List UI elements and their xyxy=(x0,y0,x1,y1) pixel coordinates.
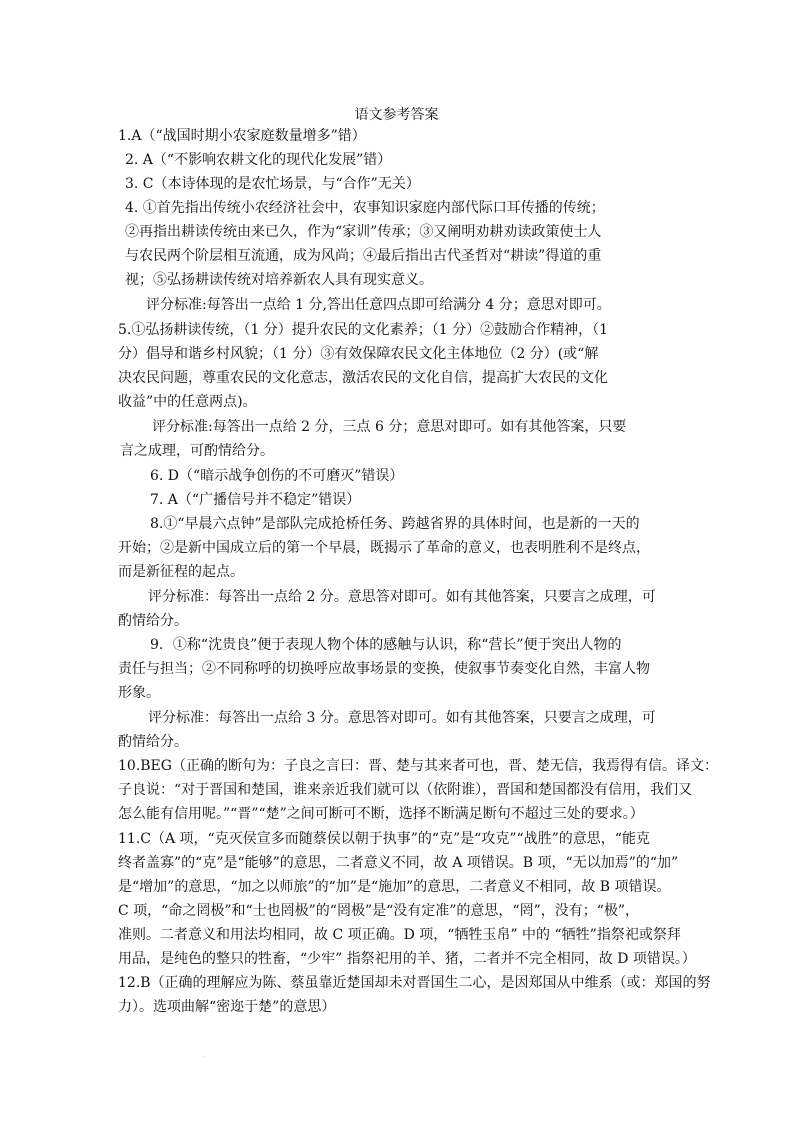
answer-line: 怎么能有信用呢。”“晋”“楚”之间可断可不断，选择不断满足断句不超过三处的要求。） xyxy=(118,806,644,822)
answer-line: 形象。 xyxy=(118,685,160,701)
answer-line: 子良说：“对于晋国和楚国，谁来亲近我们就可以（依附谁），晋国和楚国都没有信用，我们又 xyxy=(118,782,693,798)
answer-line: 6. D（“暗示战争创伤的不可磨灭”错误） xyxy=(150,468,404,484)
answer-line: C 项，“命之罔极”和“士也罔极”的“罔极”是“没有定准”的意思，“罔”，没有；“极”， xyxy=(118,903,640,919)
scoring-note: 酌情给分。 xyxy=(118,613,188,629)
answer-line: 是“增加”的意思，“加之以师旅”的“加”是“施加”的意思，二者意义不相同，故 B 项错误。 xyxy=(118,879,671,895)
answer-line: 10.BEG（正确的断句为：子良之言曰：晋、楚与其来者可也，晋、楚无信，我焉得有信。译文： xyxy=(118,758,718,774)
answer-line: 11.C（A 项，“克灭侯宣多而随蔡侯以朝于执事”的“克”是“攻克”“战胜”的意思，“能克 xyxy=(118,831,650,847)
answer-line: 力）。选项曲解“密迩于楚”的意思） xyxy=(118,999,336,1015)
footer-mark: . xyxy=(203,1052,205,1059)
scoring-note: 评分标准:每答出一点给 2 分，三点 6 分；意思对即可。如有其他答案，只要 xyxy=(152,419,627,435)
answer-line: 2. A（“不影响农耕文化的现代化发展”错） xyxy=(125,152,392,168)
answer-line: 视；⑤弘扬耕读传统对培养新农人具有现实意义。 xyxy=(125,272,433,288)
scoring-note: 评分标准:每答出一点给 1 分,答出任意四点即可给满分 4 分；意思对即可。 xyxy=(146,297,611,313)
answer-line: 终者盖寡”的“克”是“能够”的意思，二者意义不同，故 A 项错误。B 项，“无以加焉”的“加” xyxy=(118,855,679,871)
answer-line: 3. C（本诗体现的是农忙场景，与“合作”无关） xyxy=(125,176,420,192)
answer-line: 1.A（“战国时期小农家庭数量增多”错） xyxy=(118,128,366,144)
scoring-note: 酌情给分。 xyxy=(118,734,188,750)
page-title: 语文参考答案 xyxy=(354,107,439,123)
scoring-note: 评分标准：每答出一点给 2 分。意思答对即可。如有其他答案，只要言之成理，可 xyxy=(148,589,656,605)
answer-line: 8.①“早晨六点钟”是部队完成抢桥任务、跨越省界的具体时间，也是新的一天的 xyxy=(150,516,640,532)
answer-line: 5.①弘扬耕读传统，（1 分）提升农民的文化素养；（1 分）②鼓励合作精神，（1 xyxy=(118,322,608,338)
answer-line: 收益”中的任意两点)。 xyxy=(118,394,257,410)
answer-line: 而是新征程的起点。 xyxy=(118,564,244,580)
answer-line: 分）倡导和谐乡村风貌；（1 分）③有效保障农民文化主体地位（2 分）(或“解 xyxy=(118,346,599,362)
answer-line: 决农民问题，尊重农民的文化意志，激活农民的文化自信，提高扩大农民的文化 xyxy=(118,370,608,386)
answer-line: 责任与担当；②不同称呼的切换呼应故事场景的变换，使叙事节奏变化自然，丰富人物 xyxy=(118,661,650,677)
answer-line: 9．①称“沈贵良”便于表现人物个体的感触与认识，称“营长”便于突出人物的 xyxy=(150,637,622,653)
answer-line: 4. ①首先指出传统小农经济社会中，农事知识家庭内部代际口耳传播的传统； xyxy=(125,200,605,216)
answer-line: 开始；②是新中国成立后的第一个早晨，既揭示了革命的意义，也表明胜利不是终点， xyxy=(118,540,650,556)
answer-line: 准则。二者意义和用法均相同，故 C 项正确。D 项，“牺牲玉帛” 中的 “牺牲”指祭祀或祭拜 xyxy=(118,927,681,943)
answer-line: 用品，是纯色的整只的牲畜，“少牢” 指祭祀用的羊、猪，二者并不完全相同，故 D 项错误。） xyxy=(118,951,696,967)
answer-line: ②再指出耕读传统由来已久，作为“家训”传承；③又阐明劝耕劝读政策使士人 xyxy=(125,224,602,240)
answer-line: 7. A（“广播信号并不稳定”错误） xyxy=(150,492,361,508)
answer-line: 与农民两个阶层相互流通，成为风尚；④最后指出古代圣哲对“耕读”得道的重 xyxy=(125,248,602,264)
scoring-note: 评分标准：每答出一点给 3 分。意思答对即可。如有其他答案，只要言之成理，可 xyxy=(148,710,656,726)
scoring-note: 言之成理，可酌情给分。 xyxy=(120,443,274,459)
answer-line: 12.B（正确的理解应为陈、蔡虽靠近楚国却未对晋国生二心，是因郑国从中维系（或：郑国的努 xyxy=(118,975,711,991)
